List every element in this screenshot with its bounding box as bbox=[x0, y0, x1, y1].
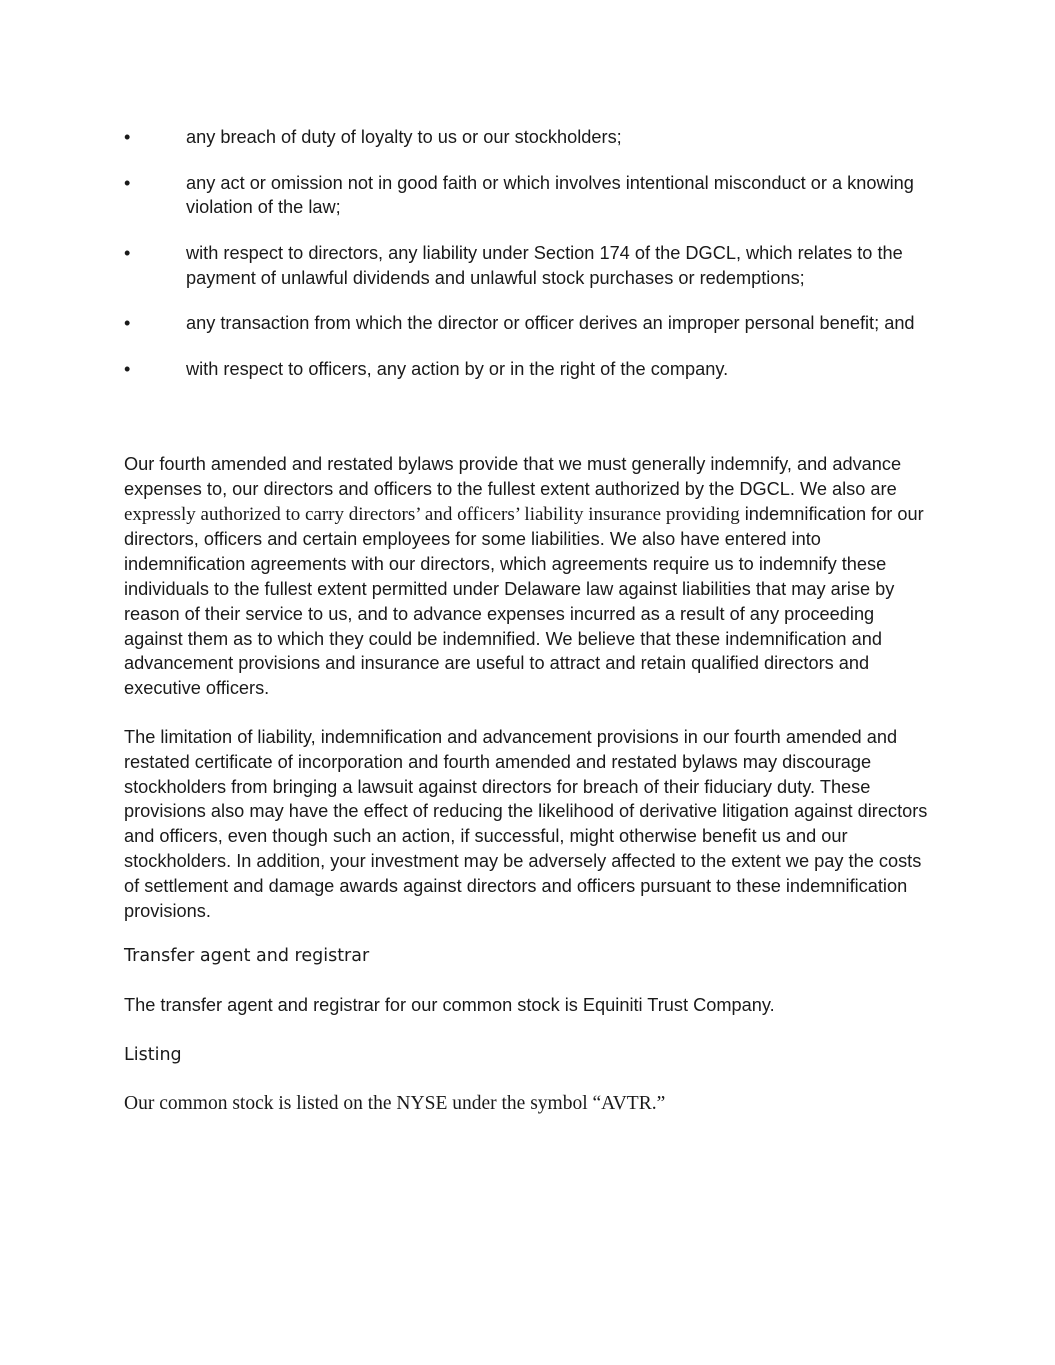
bullet-icon: • bbox=[124, 358, 131, 379]
indemnification-paragraph bbox=[124, 452, 934, 701]
list-item-text: with respect to officers, any action by or in the right of the company. bbox=[186, 358, 729, 379]
listing-heading: Listing bbox=[124, 1045, 182, 1065]
bullet-icon: • bbox=[124, 242, 131, 263]
listing-text: Our common stock is listed on the NYSE under the symbol “AVTR.” bbox=[124, 1093, 666, 1114]
list-item-text: any breach of duty of loyalty to us or our stockholders; bbox=[186, 127, 622, 147]
list-item-text: with respect to directors, any liability under Section 174 of the DGCL, which relates to the payment of unlawful dividends and unlawful stock purchases or redemptions; bbox=[186, 242, 903, 288]
list-item bbox=[124, 357, 924, 382]
limitation-paragraph: The limitation of liability, indemnification and advancement provisions in our fourth amended and restated certificate of incorporation and fourth amended and restated bylaws may discourage stockholders from bringing a lawsuit against directors for breach of their fiduciary duty. These provisions also may have the effect of reducing the likelihood of derivative litigation against directors and officers, even though such an action, if successful, might otherwise benefit us and our stockholders. In addition, your investment may be adversely affected to the extent we pay the costs of settlement and damage awards against directors and officers pursuant to these indemnification provisions. bbox=[124, 727, 928, 921]
bullet-icon: • bbox=[124, 172, 131, 193]
bullet-icon: • bbox=[124, 127, 131, 147]
list-item bbox=[124, 311, 924, 336]
list-item bbox=[124, 241, 924, 291]
list-item-text: any transaction from which the director or officer derives an improper personal benefit; and bbox=[186, 313, 915, 334]
bullet-icon: • bbox=[124, 313, 131, 334]
list-item-text: any act or omission not in good faith or which involves intentional misconduct or a knowing violation of the law; bbox=[186, 172, 914, 218]
indemnification-text-part3: indemnification for our directors, officers and certain employees for some liabilities. We also have entered into indemnification agreements with our directors, which agreements require us to indemnify these individuals to the fullest extent permitted under Delaware law against liabilities that may arise by reason of their service to us, and to advance expenses incurred as a result of any proceeding against them as to which they could be indemnified. We believe that these indemnification and advancement provisions and insurance are useful to attract and retain qualified directors and executive officers. bbox=[124, 503, 924, 699]
indemnification-text-part1: Our fourth amended and restated bylaws provide that we must generally indemnify, and advance expenses to, our directors and officers to the fullest extent authorized by the DGCL. We also are bbox=[124, 454, 902, 499]
transfer-agent-heading: Transfer agent and registrar bbox=[124, 946, 370, 966]
liability-exceptions-list bbox=[124, 125, 924, 403]
list-item bbox=[124, 125, 924, 150]
transfer-agent-text: The transfer agent and registrar for our common stock is Equiniti Trust Company. bbox=[124, 995, 775, 1015]
list-item bbox=[124, 171, 924, 221]
insurance-serif-text: expressly authorized to carry directors’ and officers’ liability insurance providing bbox=[124, 503, 740, 525]
